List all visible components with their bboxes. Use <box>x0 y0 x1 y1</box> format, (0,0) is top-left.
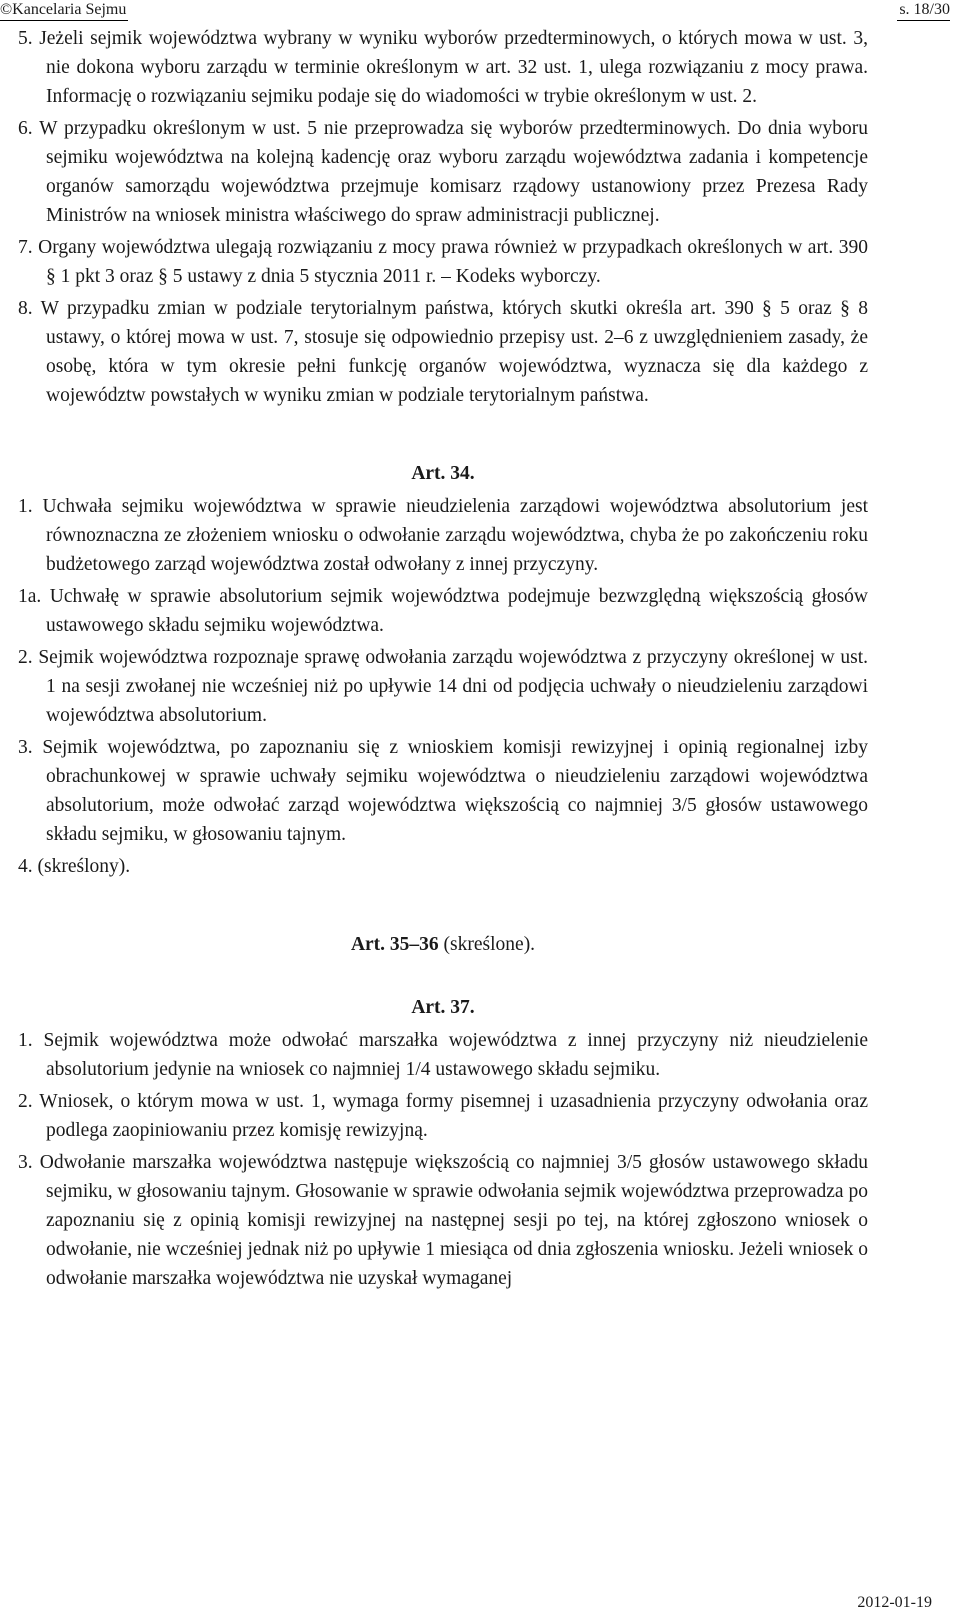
paragraph-text: W przypadku określonym w ust. 5 nie przeprowadza się wyborów przedterminowych. Do dnia wyboru sejmiku województwa na kolejną kadencję oraz wyboru zarządu województwa zadania i kompetencje organów samorządu województwa przejmuje komisarz rządowy ustanowiony przez Prezesa Rady Ministrów na wniosek ministra właściwego do spraw administracji publicznej. <box>39 118 868 226</box>
paragraph-text: W przypadku zmian w podziale terytorialnym państwa, których skutki określa art. 390 § 5 oraz § 8 ustawy, o której mowa w ust. 7, stosuje się odpowiednio przepisy ust. 2–6 z uwzględnieniem zasady, że osobę, która w tym okresie pełni funkcję organów województwa, wyznacza się dla każdego z województw powstałych w wyniku zmian w podziale terytorialnym państwa. <box>40 298 868 406</box>
article-35-36-heading <box>18 930 868 959</box>
footer-date: 2012-01-19 <box>857 1594 932 1611</box>
article-35-36-status: (skreślone). <box>438 934 536 955</box>
paragraph-text: Wniosek, o którym mowa w ust. 1, wymaga formy pisemnej i uzasadnienia przyczyny odwołania oraz podlega zaopiniowaniu przez komisję rewizyjną. <box>39 1091 868 1141</box>
paragraph-number: 4. <box>18 856 33 877</box>
paragraph-8 <box>18 294 868 410</box>
art34-paragraph-3 <box>18 733 868 849</box>
art34-paragraph-1a <box>18 582 868 640</box>
art37-paragraph-1 <box>18 1026 868 1084</box>
article-35-36-title: Art. 35–36 <box>350 934 439 955</box>
paragraph-6 <box>18 114 868 230</box>
paragraph-text: Uchwałę w sprawie absolutorium sejmik województwa podejmuje bezwzględną większością głosów ustawowego składu sejmiku województwa. <box>46 586 868 636</box>
paragraph-number: 2. <box>18 1091 33 1112</box>
paragraph-number: 6. <box>18 118 33 139</box>
paragraph-number: 1a. <box>18 586 42 607</box>
paragraph-5 <box>18 24 868 111</box>
paragraph-number: 1. <box>18 1030 33 1051</box>
art37-paragraph-3 <box>18 1148 868 1293</box>
paragraph-text: Uchwała sejmiku województwa w sprawie nieudzielenia zarządowi województwa absolutorium jest równoznaczna ze złożeniem wniosku o odwołanie zarządu województwa, chyba że po zakończeniu roku budżetowego zarząd województwa został odwołany z innej przyczyny. <box>42 496 868 575</box>
paragraph-text: Organy województwa ulegają rozwiązaniu z mocy prawa również w przypadkach określonych w art. 390 § 1 pkt 3 oraz § 5 ustawy z dnia 5 stycznia 2011 r. – Kodeks wyborczy. <box>38 237 868 287</box>
art37-paragraph-2 <box>18 1087 868 1145</box>
paragraph-7 <box>18 233 868 291</box>
paragraph-text: Odwołanie marszałka województwa następuje większością co najmniej 3/5 głosów ustawowego składu sejmiku, w głosowaniu tajnym. Głosowanie w sprawie odwołania sejmik województwa przeprowadza po zapoznaniu się z opinią komisji rewizyjnej na następnej sesji po tej, na której zgłoszono wniosek o odwołanie, nie wcześniej jednak niż po upływie 1 miesiąca od dnia zgłoszenia wniosku. Jeżeli wniosek o odwołanie marszałka województwa nie uzyskał wymaganej <box>39 1152 868 1289</box>
paragraph-number: 3. <box>18 1152 33 1173</box>
header-source: ©Kancelaria Sejmu <box>0 0 128 21</box>
paragraph-text: Jeżeli sejmik województwa wybrany w wyniku wyborów przedterminowych, o których mowa w ust. 3, nie dokona wyboru zarządu w terminie określonym w art. 32 ust. 1, ulega rozwiązaniu z mocy prawa. Informację o rozwiązaniu sejmiku podaje się do wiadomości w trybie określonym w ust. 2. <box>39 28 868 107</box>
paragraph-number: 7. <box>18 237 33 258</box>
paragraph-number: 8. <box>18 298 33 319</box>
art34-paragraph-4 <box>18 852 868 881</box>
document-body <box>18 24 868 1296</box>
article-34-heading: Art. 34. <box>411 463 475 484</box>
article-37-heading: Art. 37. <box>411 997 475 1018</box>
paragraph-text: Sejmik województwa rozpoznaje sprawę odwołania zarządu województwa z przyczyny określonej w ust. 1 na sesji zwołanej nie wcześniej niż po upływie 14 dni od podjęcia uchwały o nieudzieleniu zarządowi województwa absolutorium. <box>38 647 868 726</box>
paragraph-text: Sejmik województwa, po zapoznaniu się z wnioskiem komisji rewizyjnej i opinią regionalnej izby obrachunkowej w sprawie uchwały sejmiku województwa o nieudzieleniu zarządowi województwa absolutorium, może odwołać zarząd województwa większością co najmniej 3/5 głosów ustawowego składu sejmiku, w głosowaniu tajnym. <box>42 737 868 845</box>
paragraph-text: Sejmik województwa może odwołać marszałka województwa z innej przyczyny niż nieudzielenie absolutorium jedynie na wniosek co najmniej 1/4 ustawowego składu sejmiku. <box>43 1030 869 1080</box>
paragraph-number: 3. <box>18 737 33 758</box>
art34-paragraph-1 <box>18 492 868 579</box>
paragraph-text: (skreślony). <box>37 856 131 877</box>
paragraph-number: 2. <box>18 647 33 668</box>
paragraph-number: 1. <box>18 496 33 517</box>
art34-paragraph-2 <box>18 643 868 730</box>
header-page-number: s. 18/30 <box>897 0 950 21</box>
paragraph-number: 5. <box>18 28 33 49</box>
